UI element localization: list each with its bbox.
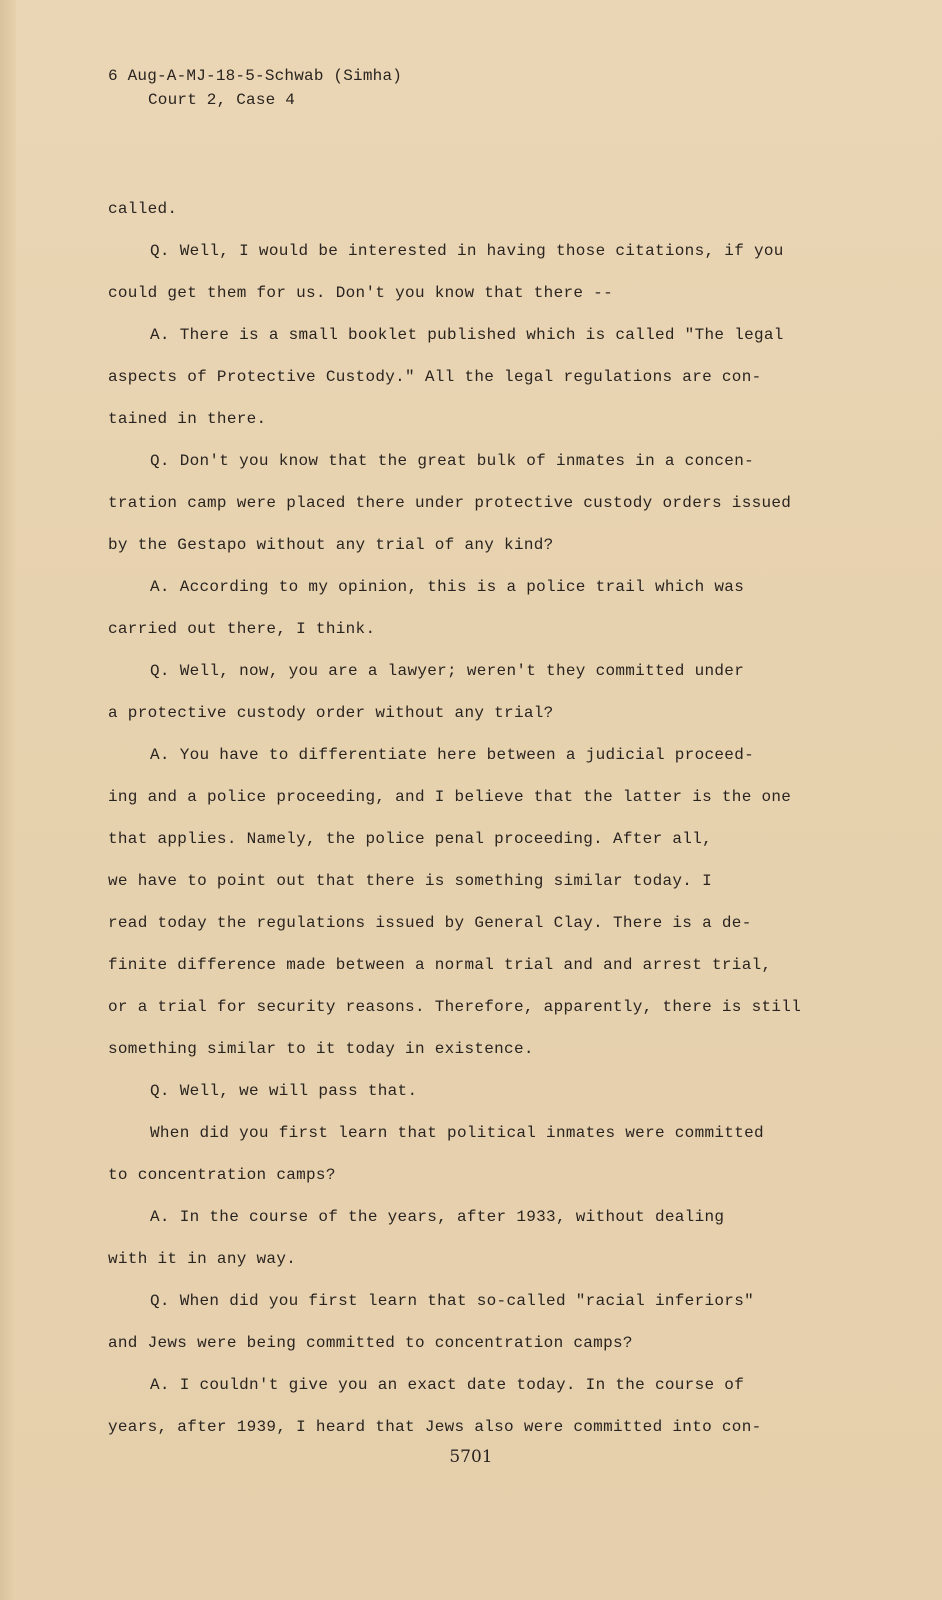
transcript-line: tained in there. [108,410,267,428]
transcript-line: called. [108,200,178,218]
transcript-line: Q. Well, I would be interested in having those citations, if you [150,242,784,260]
transcript-line: by the Gestapo without any trial of any kind? [108,536,554,554]
transcript-line: finite difference made between a normal trial and and arrest trial, [108,956,772,974]
transcript-line: could get them for us. Don't you know that there -- [108,284,613,302]
transcript-line: something similar to it today in existence. [108,1040,534,1058]
transcript-line: A. You have to differentiate here between a judicial proceed- [150,746,754,764]
transcript-line: A. According to my opinion, this is a police trail which was [150,578,745,596]
transcript-line: years, after 1939, I heard that Jews also were committed into con- [108,1418,762,1436]
transcript-line: with it in any way. [108,1250,297,1268]
transcript-line: or a trial for security reasons. Therefore, apparently, there is still [108,998,802,1016]
transcript-line: When did you first learn that political inmates were committed [150,1124,764,1142]
transcript-line: Q. Well, we will pass that. [150,1082,418,1100]
transcript-line: A. In the course of the years, after 1933, without dealing [150,1208,725,1226]
transcript-line: that applies. Namely, the police penal proceeding. After all, [108,830,712,848]
transcript-line: carried out there, I think. [108,620,376,638]
transcript-line: ing and a police proceeding, and I believe that the latter is the one [108,788,792,806]
transcript-line: A. I couldn't give you an exact date today. In the course of [150,1376,745,1394]
transcript-line: we have to point out that there is something similar today. I [108,872,712,890]
transcript-body [108,188,868,1448]
header-reference: 6 Aug-A-MJ-18-5-Schwab (Simha) [108,67,403,85]
transcript-line: tration camp were placed there under protective custody orders issued [108,494,792,512]
transcript-line: aspects of Protective Custody." All the legal regulations are con- [108,368,762,386]
transcript-line: and Jews were being committed to concentration camps? [108,1334,633,1352]
transcript-line: a protective custody order without any trial? [108,704,554,722]
transcript-line: Q. When did you first learn that so-called "racial inferiors" [150,1292,754,1310]
transcript-line: A. There is a small booklet published which is called "The legal [150,326,784,344]
paper-left-edge [0,0,16,1600]
transcript-line: to concentration camps? [108,1166,336,1184]
transcript-line: Q. Well, now, you are a lawyer; weren't they committed under [150,662,745,680]
transcript-line: read today the regulations issued by General Clay. There is a de- [108,914,752,932]
page-number: 5701 [449,1447,493,1467]
header-court-case: Court 2, Case 4 [148,91,296,109]
document-header [108,64,402,112]
transcript-line: Q. Don't you know that the great bulk of inmates in a concen- [150,452,754,470]
